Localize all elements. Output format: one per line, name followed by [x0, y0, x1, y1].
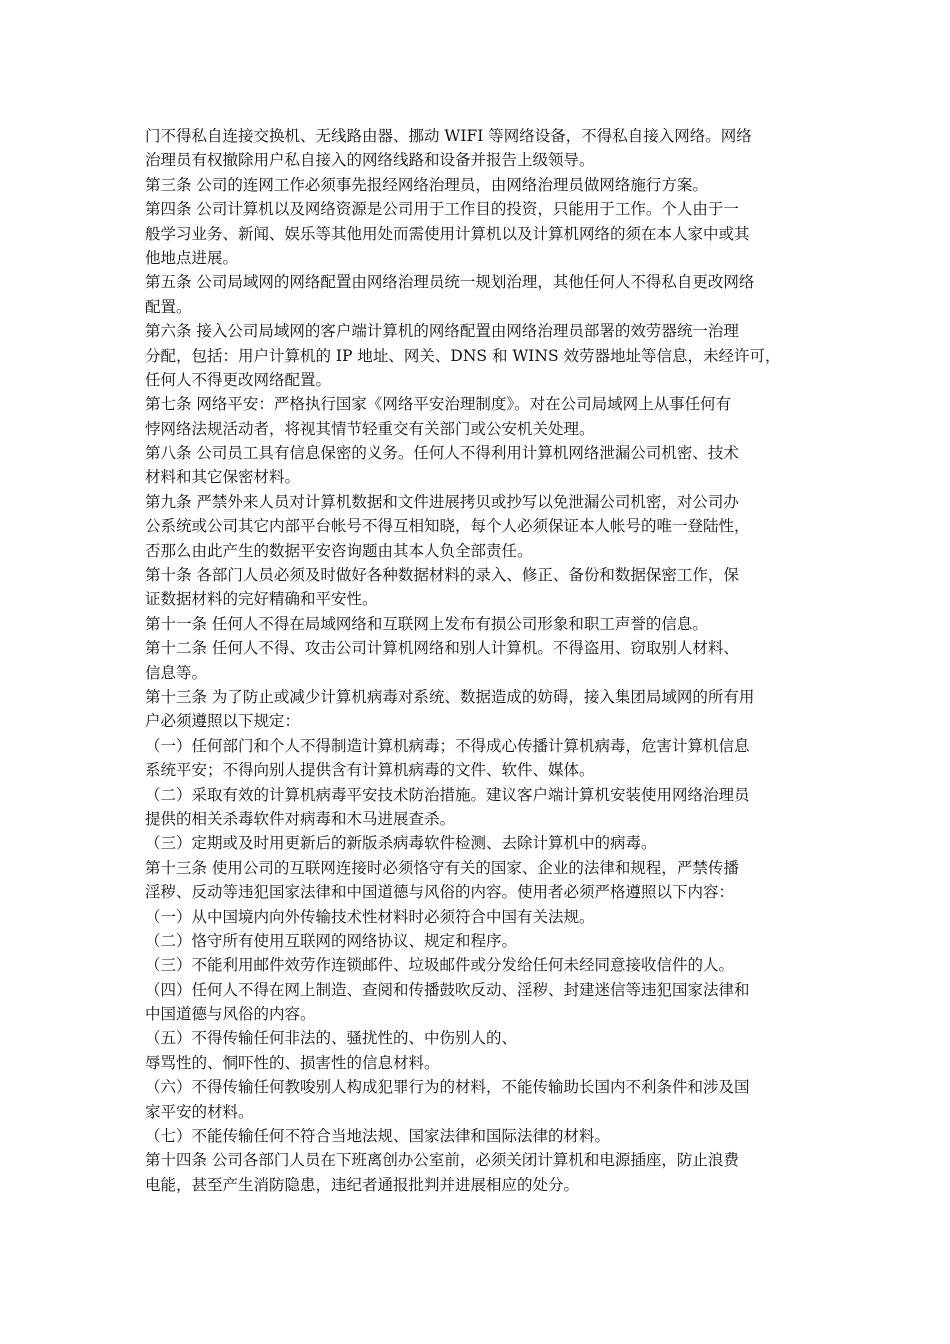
document-line: 公系统或公司其它内部平台帐号不得互相知晓，每个人必须保证本人帐号的唯一登陆性， — [145, 517, 750, 536]
document-line: （三）不能利用邮件效劳作连锁邮件、垃圾邮件或分发给任何未经同意接收信件的人。 — [145, 956, 735, 975]
document-line: 否那么由此产生的数据平安咨询题由其本人负全部责任。 — [145, 541, 533, 560]
document-line: 户必须遵照以下规定： — [145, 712, 301, 731]
document-line: 信息等。 — [145, 663, 208, 682]
document-line: （六）不得传输任何教唆别人构成犯罪行为的材料，不能传输助长国内不利条件和涉及国 — [145, 1078, 750, 1097]
document-line: 第十一条 任何人不得在局域网络和互联网上发布有损公司形象和职工声誉的信息。 — [145, 614, 708, 633]
document-line: 门不得私自连接交换机、无线路由器、挪动 WIFI 等网络设备，不得私自接入网络。网络 — [145, 127, 752, 145]
document-line: （三）定期或及时用更新后的新版杀病毒软件检测、去除计算机中的病毒。 — [145, 834, 657, 853]
document-line: 第四条 公司计算机以及网络资源是公司用于工作目的投资，只能用于工作。个人由于一 — [145, 200, 739, 219]
document-line: 第十三条 使用公司的互联网连接时必须恪守有关的国家、企业的法律和规程，严禁传播 — [145, 858, 739, 877]
document-line: 第三条 公司的连网工作必须事先报经网络治理员，由网络治理员做网络施行方案。 — [145, 175, 708, 194]
document-line: 第七条 网络平安：严格执行国家《网络平安治理制度》。对在公司局域网上从事任何有 — [145, 395, 732, 414]
document-line: 悖网络法规活动者，将视其情节轻重交有关部门或公安机关处理。 — [145, 419, 595, 438]
document-body — [145, 124, 809, 1197]
document-line: 中国道德与风俗的内容。 — [145, 1005, 316, 1024]
document-line: （七）不能传输任何不符合当地法规、国家法律和国际法律的材料。 — [145, 1127, 611, 1146]
document-line: 辱骂性的、恫吓性的、损害性的信息材料。 — [145, 1053, 440, 1072]
document-line: （五）不得传输任何非法的、骚扰性的、中伤别人的、 — [145, 1029, 518, 1048]
document-line: 家平安的材料。 — [145, 1102, 254, 1121]
document-line: 第九条 严禁外来人员对计算机数据和文件进展拷贝或抄写以免泄漏公司机密，对公司办 — [145, 492, 739, 511]
document-line: 第十二条 任何人不得、攻击公司计算机网络和别人计算机。不得盗用、窃取别人材料、 — [145, 639, 739, 658]
document-line: 治理员有权撤除用户私自接入的网络线路和设备并报告上级领导。 — [145, 151, 595, 170]
document-line: 系统平安；不得向别人提供含有计算机病毒的文件、软件、媒体。 — [145, 761, 595, 780]
document-line: 材料和其它保密材料。 — [145, 468, 301, 487]
document-line: 提供的相关杀毒软件对病毒和木马进展查杀。 — [145, 809, 456, 828]
document-line: （二）采取有效的计算机病毒平安技术防治措施。建议客户端计算机安装使用网络治理员 — [145, 785, 750, 804]
document-line: （四）任何人不得在网上制造、查阅和传播鼓吹反动、淫秽、封建迷信等违犯国家法律和 — [145, 980, 750, 999]
document-line: 第六条 接入公司局域网的客户端计算机的网络配置由网络治理员部署的效劳器统一治理 — [145, 322, 739, 341]
document-line: 第十三条 为了防止或减少计算机病毒对系统、数据造成的妨碍，接入集团局域网的所有用 — [145, 687, 755, 706]
document-line: 第十条 各部门人员必须及时做好各种数据材料的录入、修正、备份和数据保密工作，保 — [145, 566, 739, 585]
document-line: （一）任何部门和个人不得制造计算机病毒；不得成心传播计算机病毒，危害计算机信息 — [145, 736, 750, 755]
document-line: 第八条 公司员工具有信息保密的义务。任何人不得利用计算机网络泄漏公司机密、技术 — [145, 444, 739, 463]
document-line: 他地点进展。 — [145, 248, 239, 267]
document-line: 电能，甚至产生消防隐患，违纪者通报批判并进展相应的处分。 — [145, 1175, 580, 1194]
document-line: （一）从中国境内向外传输技术性材料时必须符合中国有关法规。 — [145, 907, 595, 926]
document-line: 分配，包括：用户计算机的 IP 地址、网关、DNS 和 WINS 效劳器地址等信息，未经许可， — [145, 346, 781, 365]
document-line: 配置。 — [145, 297, 192, 316]
document-line: 第五条 公司局域网的网络配置由网络治理员统一规划治理，其他任何人不得私自更改网络 — [145, 273, 755, 292]
document-line: 证数据材料的完好精确和平安性。 — [145, 590, 378, 609]
document-line: 第十四条 公司各部门人员在下班离创办公室前，必须关闭计算机和电源插座，防止浪费 — [145, 1151, 739, 1170]
document-line: （二）恪守所有使用互联网的网络协议、规定和程序。 — [145, 931, 518, 950]
document-line: 淫秽、反动等违犯国家法律和中国道德与风俗的内容。使用者必须严格遵照以下内容： — [145, 883, 735, 902]
document-line: 般学习业务、新闻、娱乐等其他用处而需使用计算机以及计算机网络的须在本人家中或其 — [145, 224, 750, 243]
document-line: 任何人不得更改网络配置。 — [145, 370, 332, 389]
